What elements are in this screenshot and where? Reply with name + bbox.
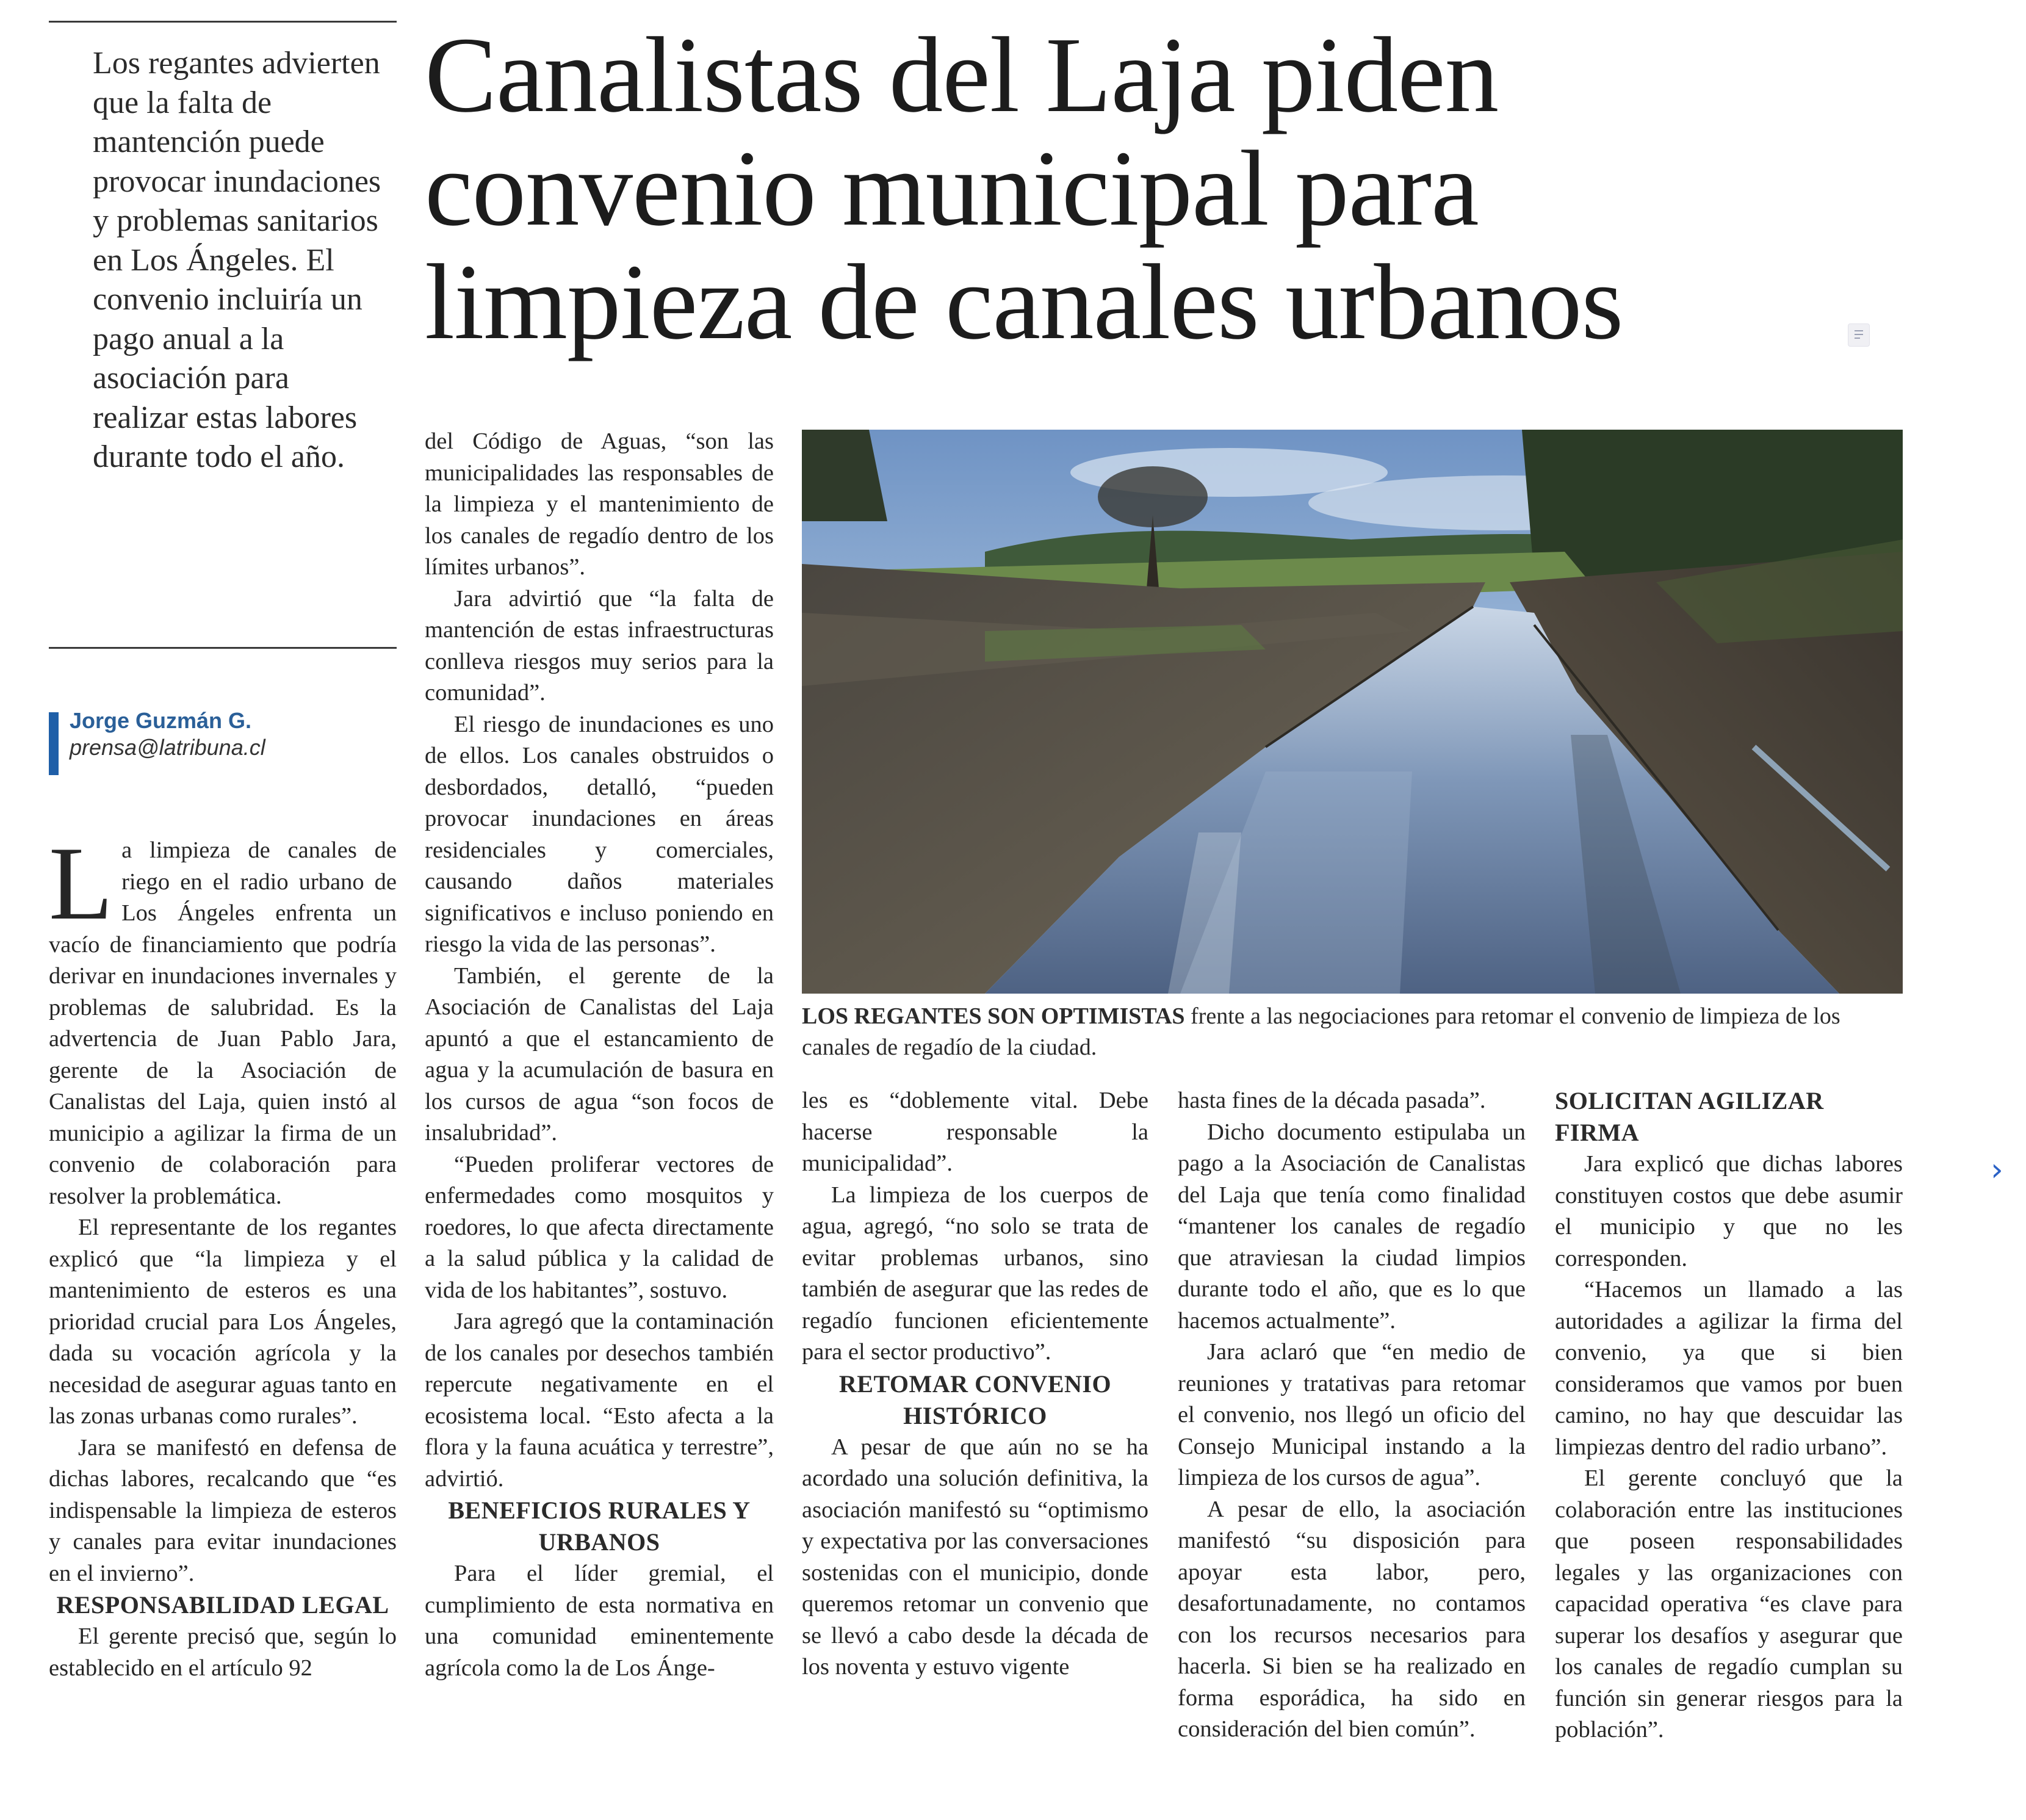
paragraph: Jara explicó que dichas labores constituyen costos que debe asumir el municipio y que no les corresponden. <box>1555 1151 1903 1271</box>
paragraph: Jara se manifestó en defensa de dichas labores, recalcando que “es indispensable la limpieza de esteros y canales para evitar inundaciones en el invierno”. <box>49 1434 397 1586</box>
paragraph: Para el líder gremial, el cumplimiento de esta normativa en una comunidad eminentemente agrícola como la de Los Ánge- <box>425 1561 774 1681</box>
paragraph: hasta fines de la década pasada”. <box>1178 1088 1486 1113</box>
deck-bottom-rule <box>49 647 397 649</box>
subheading: RETOMAR CONVENIO HISTÓRICO <box>838 1370 1112 1429</box>
paragraph: El gerente precisó que, según lo establecido en el artículo 92 <box>49 1623 397 1681</box>
drop-cap: L <box>49 826 114 942</box>
paragraph: A pesar de que aún no se ha acordado una solución definitiva, la asociación manifestó su “optimismo y expectativa por las conversaciones sostenidas con el municipio, donde queremos retomar un convenio que se llevó a cabo desde la década de los noventa y estuvo vigente <box>802 1434 1148 1680</box>
paragraph: La limpieza de canales de riego en el radio urbano de Los Ángeles enfrenta un vacío de financiamiento que podría derivar en inundaciones invernales y problemas de salubridad. Es la advertencia de Juan Pablo Jara, gerente de la Asociación de Canalistas del Laja, quien instó al municipio a agilizar la firma de un convenio de colaboración para resolver la problemática. <box>49 826 397 1209</box>
paragraph: Dicho documento estipulaba un pago a la Asociación de Canalistas del Laja que tenía como finalidad “mantener los canales de regadío que atraviesan la ciudad limpios durante todo el año, que es lo que hacemos actualmente”. <box>1178 1119 1526 1334</box>
caption-text: frente a las negociaciones para retomar el convenio de limpieza de los canales de regadío de la ciudad. <box>802 1003 1840 1060</box>
paragraph: El representante de los regantes explicó que “la limpieza y el mantenimiento de esteros es una prioridad crucial para Los Ángeles, dada su vocación agrícola y la necesidad de asegurar aguas tanto en las zonas urbanas como rurales”. <box>49 1215 397 1429</box>
photo-caption <box>802 1001 1903 1063</box>
article-column-3 <box>802 1085 1148 1683</box>
paragraph: El gerente concluyó que la colaboración entre las instituciones que poseen responsabilidades legales y las organizaciones con capacidad operativa “es clave para superar los desafíos y asegurar que los canales de regadío cumplan su función sin generar riesgos para la población”. <box>1555 1465 1903 1742</box>
article-headline <box>425 15 1920 362</box>
article-column-4 <box>1178 1085 1526 1746</box>
subheading: SOLICITAN AGILIZAR FIRMA <box>1555 1087 1824 1146</box>
headline-line-2: convenio municipal para <box>425 129 1479 248</box>
paragraph: “Pueden proliferar vectores de enfermedades como mosquitos y roedores, lo que afecta directamente a la salud pública y la calidad de vida de los habitantes”, sostuvo. <box>425 1151 774 1303</box>
paragraph: También, el gerente de la Asociación de Canalistas del Laja apuntó a que el estancamiento de agua y la acumulación de basura en los cursos de agua “son focos de insalubridad”. <box>425 962 774 1146</box>
paragraph: del Código de Aguas, “son las municipalidades las responsables de la limpieza y el mantenimiento de los canales de regadío dentro de los límites urbanos”. <box>425 428 774 580</box>
caption-lead: LOS REGANTES SON OPTIMISTAS <box>802 1003 1185 1029</box>
top-rule-left <box>49 21 397 23</box>
article-column-2 <box>425 426 774 1684</box>
subheading: RESPONSABILIDAD LEGAL <box>56 1591 389 1619</box>
paragraph: La limpieza de los cuerpos de agua, agregó, “no solo se trata de evitar problemas urbanos, sino también de asegurar que las redes de regadío funcionen eficientemente para el sector productivo”. <box>802 1182 1148 1365</box>
paragraph: les es “doblemente vital. Debe hacerse responsable la municipalidad”. <box>802 1088 1148 1176</box>
paragraph: A pesar de ello, la asociación manifestó “su disposición para apoyar esta labor, pero, desafortunadamente, no contamos con los recursos necesarios para hacerla. Si bien se ha realizado en forma esporádica, ha sido en consideración del bien común”. <box>1178 1496 1526 1742</box>
byline-email[interactable]: prensa@latribuna.cl <box>70 735 265 760</box>
paragraph: Jara aclaró que “en medio de reuniones y tratativas para retomar el convenio, nos llegó un oficio del Consejo Municipal instando a la limpieza de los cursos de agua”. <box>1178 1339 1526 1490</box>
article-column-5 <box>1555 1085 1903 1746</box>
canal-photo-illustration <box>802 430 1903 994</box>
headline-line-1: Canalistas del Laja piden <box>425 15 1499 135</box>
note-icon[interactable] <box>1848 323 1870 347</box>
headline-line-3: limpieza de canales urbanos <box>425 242 1623 362</box>
subheading: BENEFICIOS RURALES Y URBANOS <box>448 1497 751 1556</box>
chevron-right-icon[interactable]: › <box>1991 1152 2003 1188</box>
article-photo <box>802 430 1903 994</box>
byline-author: Jorge Guzmán G. <box>70 708 252 733</box>
paragraph: Jara advirtió que “la falta de mantención de estas infraestructuras conlleva riesgos muy serios para la comunidad”. <box>425 585 774 706</box>
paragraph: “Hacemos un llamado a las autoridades a agilizar la firma del convenio, ya que si bien consideramos que vamos por buen camino, no hay que descuidar las limpiezas dentro del radio urbano”. <box>1555 1277 1903 1460</box>
article-column-1 <box>49 826 397 1684</box>
byline-accent-bar <box>49 712 59 775</box>
paragraph: El riesgo de inundaciones es uno de ellos. Los canales obstruidos o desbordados, detalló, “pueden provocar inundaciones en áreas residenciales y comerciales, causando daños materiales significativos e incluso poniendo en riesgo la vida de las personas”. <box>425 711 774 957</box>
paragraph: Jara agregó que la contaminación de los canales por desechos también repercute negativamente en el ecosistema local. “Esto afecta a la flora y la fauna acuática y terrestre”, advirtió. <box>425 1309 774 1492</box>
article-deck: Los regantes advierten que la falta de mantención puede provocar inundaciones y problemas sanitarios en Los Ángeles. El convenio incluiría un pago anual a la asociación para realizar estas labores durante todo el año. <box>93 46 381 474</box>
